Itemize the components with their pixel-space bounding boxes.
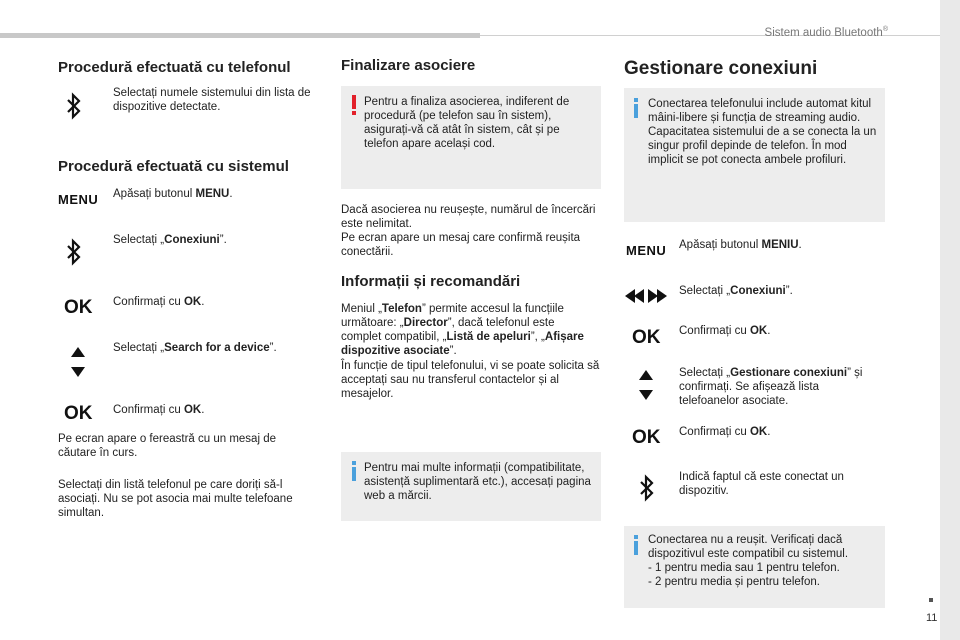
ok-button-glyph: OK xyxy=(632,327,661,348)
step-select-connections: Selectați „Conexiuni”. xyxy=(679,285,793,297)
warning-icon xyxy=(352,95,356,115)
step-phone-select: Selectați numele sistemului din lista de dispozitive detectate. xyxy=(113,87,311,113)
step-confirm-ok-2: Confirmați cu OK. xyxy=(679,426,771,438)
prev-next-arrows-icon xyxy=(624,288,668,304)
heading-manage-connections: Gestionare conexiuni xyxy=(624,58,818,79)
step-select-connections: Selectați „Conexiuni”. xyxy=(113,234,227,246)
warning-note-text: Pentru a finaliza asocierea, indiferent de procedură (pe telefon sau în sistem), asigurați-vă că atât în sistem, cât și pe telefon apare același cod. xyxy=(364,96,570,150)
step-confirm-ok: Confirmați cu OK. xyxy=(679,325,771,337)
heading-system-procedure: Procedură efectuată cu sistemul xyxy=(58,158,289,175)
ok-button-glyph: OK xyxy=(632,427,661,448)
paragraph-search-window: Pe ecran apare o fereastră cu un mesaj de căutare în curs. xyxy=(58,433,276,459)
info-icon xyxy=(634,535,638,555)
section-title: Sistem audio Bluetooth® xyxy=(764,26,888,39)
header-rule xyxy=(0,33,480,38)
heading-info-recommendations: Informații și recomandări xyxy=(341,273,521,290)
step-confirm-ok-2: Confirmați cu OK. xyxy=(113,404,205,416)
step-press-menu: Apăsați butonul MENIU. xyxy=(679,239,802,251)
page-sidebar xyxy=(940,0,960,640)
paragraph-phone-menu: Meniul „Telefon” permite accesul la funcțiile următoare: „Director”, dacă telefonul este complet compatibil, „Listă de apeluri”, „Afișare dispozitive asociate”. xyxy=(341,303,584,357)
step-search-device: Selectați „Search for a device”. xyxy=(113,342,277,354)
info-icon xyxy=(634,98,638,118)
page-marker xyxy=(929,598,933,602)
heading-phone-procedure: Procedură efectuată cu telefonul xyxy=(58,59,291,76)
bluetooth-icon xyxy=(66,238,82,266)
menu-button-glyph: MENU xyxy=(58,192,99,207)
bluetooth-icon xyxy=(66,92,82,120)
info-note-1-text: Conectarea telefonului include automat kitul mâini-libere și funcția de streaming audio. Capacitatea sistemului de a se conecta la un singur profil depinde de telefon. În mod implicit se pot conecta ambele profiluri. xyxy=(648,98,877,166)
ok-button-glyph: OK xyxy=(64,297,93,318)
heading-finish-pairing: Finalizare asociere xyxy=(341,57,476,74)
info-icon xyxy=(352,461,356,481)
step-connected-indicator: Indică faptul că este conectat un dispozitiv. xyxy=(679,471,844,497)
bluetooth-icon xyxy=(639,474,655,502)
up-down-arrows-icon xyxy=(638,368,654,404)
paragraph-retry: Dacă asocierea nu reușește, numărul de încercări este nelimitat. xyxy=(341,204,596,230)
paragraph-select-phone: Selectați din listă telefonul pe care doriți să-l asociați. Nu se pot asocia mai multe telefoane simultan. xyxy=(58,479,293,519)
info-note-text: Pentru mai multe informații (compatibilitate, asistență suplimentară etc.), accesați pagina web a mărcii. xyxy=(364,462,591,502)
page-number: 11 xyxy=(926,612,938,624)
paragraph-confirm-message: Pe ecran apare un mesaj care confirmă reușita conectării. xyxy=(341,232,581,258)
up-down-arrows-icon xyxy=(70,345,86,381)
menu-button-glyph: MENU xyxy=(626,243,667,258)
paragraph-transfer-contacts: În funcție de tipul telefonului, vi se poate solicita să acceptați sau nu transferul contactelor și al mesajelor. xyxy=(341,360,600,400)
step-confirm-ok: Confirmați cu OK. xyxy=(113,296,205,308)
step-manage-connections: Selectați „Gestionare conexiuni” și confirmați. Se afișează lista telefoanelor asociate. xyxy=(679,367,863,407)
info-note-2-text: Conectarea nu a reușit. Verificați dacă dispozitivul este compatibil cu sistemul. - 1 pentru media sau 1 pentru telefon. - 2 pentru media și pentru telefon. xyxy=(648,534,849,588)
ok-button-glyph: OK xyxy=(64,403,93,424)
step-press-menu: Apăsați butonul MENU. xyxy=(113,188,233,200)
